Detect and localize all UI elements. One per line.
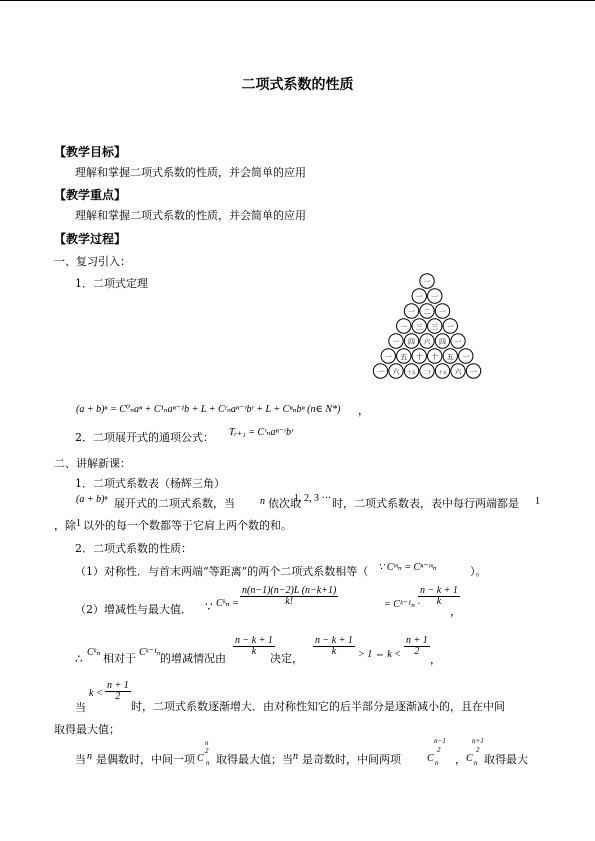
triangle-node-label: 六 — [423, 337, 431, 346]
triangle-node-label: 三 — [431, 322, 439, 331]
p1-n: n — [260, 496, 265, 507]
comma-1: ， — [450, 605, 461, 618]
triangle-node-label: 一 — [377, 367, 384, 376]
binomial-theorem-formula: (a + b)ⁿ = C⁰ₙaⁿ + C¹ₙaⁿ⁻¹b + L + Cʳₙaⁿ⁻ʳbʳ + L + Cⁿₙbⁿ (n∈ N*) — [76, 404, 341, 415]
p1-text-b: 展开式的二项式系数，当 — [114, 497, 235, 510]
fraction-nk1-b-denominator: k — [251, 646, 257, 657]
k-lt: k < — [89, 688, 103, 699]
prop2-heading: （2）增减性与最大值． — [75, 603, 192, 616]
p1-expression: (a + b)ⁿ — [76, 494, 108, 505]
therefore-symbol: ∴ — [75, 652, 83, 666]
gt1-text: > 1 ⇔ k < — [358, 649, 401, 660]
triangle-node-label: 五 — [446, 352, 454, 361]
fraction-big-denominator: k! — [285, 596, 294, 607]
fraction-n1-b-numerator: n + 1 — [107, 680, 129, 691]
triangle-node-label: 三 — [415, 322, 423, 331]
when-detail-text: 时，二项式系数逐渐增大．由对称性知它的后半部分是逐渐减小的，且在中间 — [131, 700, 505, 713]
last-f: 取得最大 — [484, 753, 528, 766]
fraction-n1-a — [404, 636, 430, 657]
triangle-node-label: 一 — [470, 367, 477, 376]
triangle-node-label: 五 — [400, 352, 408, 361]
incr-text: 的增减情况由 — [160, 652, 226, 665]
triangle-node-label: 四 — [439, 337, 446, 346]
part1-heading: 一、复习引入： — [54, 255, 131, 268]
c-half-term: C — [197, 753, 204, 764]
key-text: 理解和掌握二项式系数的性质，并会简单的应用 — [75, 209, 306, 222]
p1-sequence: 1, 2, 3 ··· — [294, 493, 332, 504]
p1-text-g: 以外的每一个数都等于它肩上两个数的和。 — [83, 519, 292, 532]
item2-heading: 2．二项展开式的通项公式： — [75, 431, 214, 444]
triangle-node-label: 一 — [384, 352, 392, 361]
triangle-node-label: 一 — [454, 337, 462, 346]
last-a: 当 — [75, 753, 86, 766]
fraction-n1-a-denominator: 2 — [414, 646, 420, 657]
fraction-n1-b — [105, 681, 131, 702]
rel-text: 相对于 — [103, 652, 136, 665]
triangle-node-label: 六 — [454, 367, 462, 376]
fraction-nk1-c-numerator: n − k + 1 — [315, 635, 353, 646]
header-rule — [0, 0, 595, 1]
triangle-node-label: 一 — [408, 307, 415, 316]
triangle-node-label: 二十 — [422, 370, 432, 376]
item1-heading: 1．二项式定理 — [75, 277, 148, 290]
triangle-node-label: 十 — [415, 352, 423, 361]
p1-text-e: 时，二项式系数表，表中每行两端都是 — [332, 497, 519, 510]
triangle-node-label: 二 — [423, 307, 431, 316]
fraction-n1-a-numerator: n + 1 — [406, 635, 428, 646]
p1-text-c: 依次取 — [268, 497, 301, 510]
fraction-nk1-c — [313, 636, 355, 657]
page-title: 二项式系数的性质 — [241, 77, 354, 93]
last-c: 取得最大值；当 — [216, 753, 293, 766]
fraction-big — [240, 586, 338, 607]
last-e: ， — [455, 753, 466, 766]
triangle-node-label: 一 — [392, 337, 400, 346]
max-text: 取得最大值； — [54, 723, 120, 736]
prop1-text: （1）对称性．与首末两端“等距离”的两个二项式系数相等（ — [75, 565, 369, 578]
last-d: 是奇数时，中间两项 — [302, 753, 401, 766]
last-n-1: n — [87, 751, 92, 762]
fraction-nk1-a-numerator: n − k + 1 — [420, 585, 458, 596]
ck1n-term: Cᵏ⁻¹ₙ — [139, 647, 161, 658]
last-n-2: n — [293, 751, 298, 762]
triangle-node-label: 一 — [415, 292, 423, 301]
p1-text-f: ，除 — [54, 519, 76, 532]
triangle-node-label: 一 — [423, 277, 431, 286]
yang-hui-triangle-figure — [368, 272, 486, 390]
p1-one: 1 — [535, 496, 540, 507]
last-b: 是偶数时，中间一项 — [96, 753, 195, 766]
triangle-node-label: 十 — [431, 352, 439, 361]
fraction-nk1-b-numerator: n − k + 1 — [235, 635, 273, 646]
triangle-node-label: 一 — [446, 322, 454, 331]
ckn-term: Cᵏₙ — [87, 647, 101, 658]
fraction-nk1-a — [418, 586, 460, 607]
triangle-node-label: 一 — [400, 322, 408, 331]
new1-heading: 1．二项式系数表（杨辉三角） — [75, 477, 225, 490]
binomial-comma: ， — [358, 404, 369, 417]
triangle-node-label: 六 — [392, 367, 400, 376]
ckn-lhs: Cᵏₙ = — [216, 598, 239, 609]
general-term-formula: Tᵣ₊₁ = Cʳₙaⁿ⁻ʳbʳ — [229, 427, 294, 438]
decide-text: 决定， — [270, 652, 303, 665]
prop1-end: ）。 — [470, 565, 487, 578]
new2-heading: 2．二项式系数的性质： — [75, 542, 192, 555]
when-text: 当 — [75, 701, 86, 714]
triangle-node-label: 一 — [462, 352, 470, 361]
triangle-node-label: 四 — [408, 337, 415, 346]
triangle-node-label: 十五 — [407, 370, 416, 376]
fraction-nk1-c-denominator: k — [331, 646, 337, 657]
fraction-nk1-a-denominator: k — [436, 596, 442, 607]
comma-2: ， — [430, 653, 441, 666]
prop1-math: ∵ Cᵐₙ = Cⁿ⁻ᵐₙ — [378, 562, 437, 573]
part2-heading: 二、讲解新课： — [54, 457, 131, 470]
because-symbol: ∵ — [205, 600, 213, 614]
triangle-node-label: 十五 — [438, 370, 447, 376]
triangle-node-label: 一 — [439, 307, 446, 316]
triangle-node-label: 一 — [431, 292, 439, 301]
section-goal-heading: 【教学目标】 — [54, 145, 127, 159]
goal-text: 理解和掌握二项式系数的性质，并会简单的应用 — [75, 166, 306, 179]
ck1-product: = Cᵏ⁻¹ₙ · — [384, 599, 421, 610]
fraction-nk1-b — [233, 636, 275, 657]
fraction-big-numerator: n(n−1)(n−2)L (n−k+1) — [242, 585, 337, 596]
section-process-heading: 【教学过程】 — [54, 232, 127, 246]
fraction-n1-b-denominator: 2 — [115, 691, 121, 702]
section-key-heading: 【教学重点】 — [54, 188, 127, 202]
